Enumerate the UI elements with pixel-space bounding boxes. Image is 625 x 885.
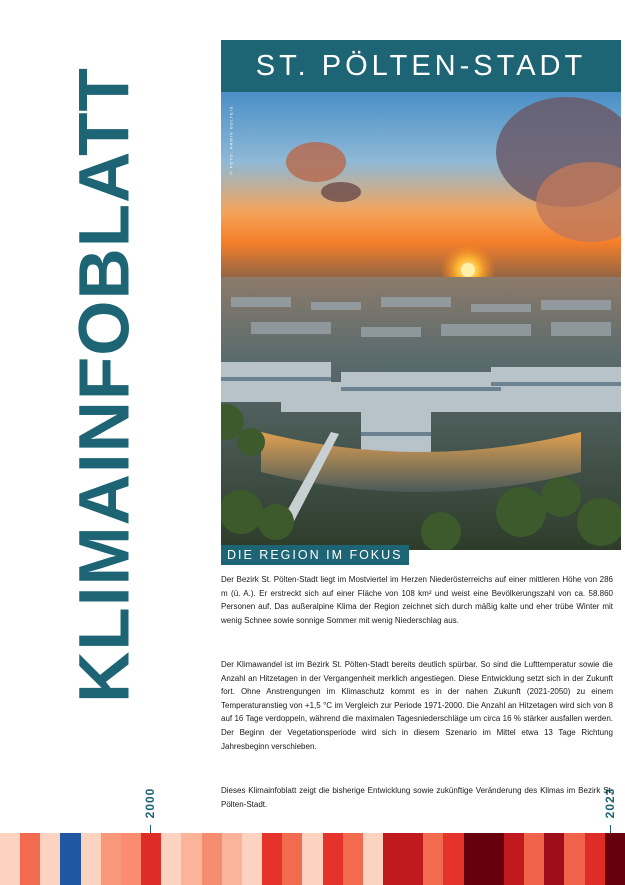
warming-stripe [40,833,60,885]
warming-stripe [423,833,443,885]
year-start-line [150,825,151,833]
year-start-text: 2000 [143,787,157,819]
warming-stripe [141,833,161,885]
photo-credit-text: © FOTO: ARMIN KOLTEIS [228,105,234,175]
warming-stripe [101,833,121,885]
warming-stripe [504,833,524,885]
warming-stripe [0,833,20,885]
warming-stripe [262,833,282,885]
year-end-line [610,825,611,833]
warming-stripe [60,833,80,885]
warming-stripe [242,833,262,885]
year-start-label [120,787,180,819]
warming-stripe [403,833,423,885]
warming-stripe [20,833,40,885]
city-aerial-photo [221,92,621,550]
year-end-text: 2023 [603,787,617,819]
warming-stripe [443,833,463,885]
warming-stripe [161,833,181,885]
warming-stripe [564,833,584,885]
region-title-bar [221,40,621,92]
warming-stripe [202,833,222,885]
warming-stripe [302,833,322,885]
warming-stripe [524,833,544,885]
photo-credit [226,100,236,180]
warming-stripe [585,833,605,885]
climate-change-paragraph: Der Klimawandel ist im Bezirk St. Pölten-Stadt bereits deutlich spürbar. So sind die Lufttemperatur sowie die Anzahl an Hitzetagen in der Vergangenheit merklich angestiegen. Diese Entwicklung setzt sich in der Zukunft fort. Ohne Anstrengungen im Klimaschutz kommt es in der nahen Zukunft (2021-2050) zu einem Temperaturanstieg von +1,5 °C im Vergleich zur Periode 1971-2000. Die Anzahl an Hitzetagen wird sich von 8 auf 16 Tage verdoppeln, während die maximalen Tagesniederschläge um circa 16 % stärker ausfallen werden. Der Beginn der Vegetationsperiode wird sich in diesem Szenario im Mittel etwa 13 Tage Richtung Jahresbeginn verschieben. [221,660,613,751]
section-heading [221,545,409,565]
warming-stripe [464,833,484,885]
section-heading-text: DIE REGION IM FOKUS [227,548,403,562]
warming-stripe [544,833,564,885]
warming-stripe [383,833,403,885]
region-title: ST. PÖLTEN-STADT [255,49,587,82]
warming-stripe [121,833,141,885]
warming-stripes [0,833,625,885]
warming-stripe [323,833,343,885]
document-title-text: KLIMAINFOBLATT [65,67,145,703]
warming-stripe [181,833,201,885]
intro-paragraph: Der Bezirk St. Pölten-Stadt liegt im Mostviertel im Herzen Niederösterreichs auf einer mittleren Höhe von 286 m (ü. A.). Er erstreckt sich auf einer Fläche von 108 km² und weist eine Bevölkerungszahl von ca. 58.860 Personen auf. Das außeralpine Klima der Region zeichnet sich durch mäßig kalte und eher trübe Winter mit wenig Schnee sowie sonnige Sommer mit wenig Niederschlag aus. [221,575,613,625]
document-title [65,40,145,730]
warming-stripe [605,833,625,885]
warming-stripe [484,833,504,885]
city-aerial-photo-graphic [221,92,621,550]
summary-paragraph: Dieses Klimainfoblatt zeigt die bisherige Entwicklung sowie zukünftige Veränderung des Klimas im Bezirk St. Pölten-Stadt. [221,786,613,809]
warming-stripe [81,833,101,885]
warming-stripe [363,833,383,885]
warming-stripe [343,833,363,885]
warming-stripe [282,833,302,885]
warming-stripe [222,833,242,885]
